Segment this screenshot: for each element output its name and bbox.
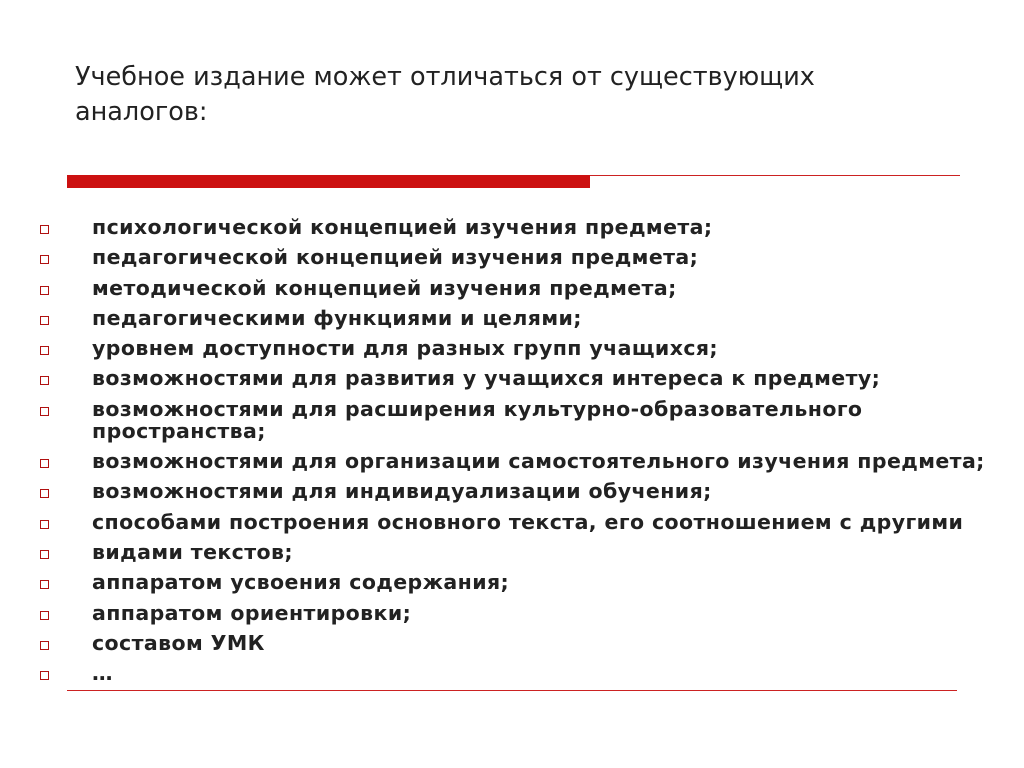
list-item-text: аппаратом ориентировки; <box>92 600 412 625</box>
list-item <box>40 632 1000 654</box>
list-item <box>40 367 1000 389</box>
square-bullet-icon <box>40 550 49 559</box>
square-bullet-icon <box>40 225 49 234</box>
list-item-text: педагогической концепцией изучения предмета; <box>92 245 699 270</box>
list-item <box>40 541 1000 563</box>
square-bullet-icon <box>40 520 49 529</box>
list-item-text: уровнем доступности для разных групп учащихся; <box>92 336 719 361</box>
slide-title-line-1: Учебное издание может отличаться от существующих <box>75 62 815 92</box>
list-item-text: способами построения основного текста, его соотношением с другими <box>92 509 964 534</box>
list-item <box>40 246 1000 268</box>
square-bullet-icon <box>40 489 49 498</box>
square-bullet-icon <box>40 641 49 650</box>
list-item <box>40 662 1000 684</box>
square-bullet-icon <box>40 611 49 620</box>
square-bullet-icon <box>40 255 49 264</box>
list-item <box>40 277 1000 299</box>
list-item-text: аппаратом усвоения содержания; <box>92 570 510 595</box>
list-item-text: … <box>92 661 113 686</box>
square-bullet-icon <box>40 286 49 295</box>
slide-title <box>75 60 955 130</box>
list-item <box>40 216 1000 238</box>
square-bullet-icon <box>40 346 49 355</box>
list-item-text: возможностями для расширения культурно-образовательного пространства; <box>92 396 863 443</box>
list-item-text: возможностями для развития у учащихся интереса к предмету; <box>92 366 881 391</box>
list-item <box>40 480 1000 502</box>
accent-line-bottom <box>67 690 957 691</box>
list-item-text: методической концепцией изучения предмета; <box>92 275 677 300</box>
list-item-text: возможностями для организации самостоятельного изучения предмета; <box>92 449 985 474</box>
square-bullet-icon <box>40 407 49 416</box>
list-item-text: возможностями для индивидуализации обучения; <box>92 479 712 504</box>
list-item-text: психологической концепцией изучения предмета; <box>92 215 713 239</box>
list-item <box>40 450 1000 472</box>
square-bullet-icon <box>40 459 49 468</box>
list-item <box>40 307 1000 329</box>
list-item <box>40 571 1000 593</box>
list-item <box>40 602 1000 624</box>
accent-line-top <box>590 175 960 176</box>
bullet-list <box>40 216 1000 692</box>
list-item <box>40 337 1000 359</box>
accent-bar-thick <box>67 175 590 188</box>
list-item-text: составом УМК <box>92 630 265 655</box>
slide-title-line-2: аналогов: <box>75 97 208 127</box>
list-item-text: педагогическими функциями и целями; <box>92 305 582 330</box>
square-bullet-icon <box>40 671 49 680</box>
square-bullet-icon <box>40 580 49 589</box>
list-item <box>40 511 1000 533</box>
list-item-text: видами текстов; <box>92 539 293 564</box>
square-bullet-icon <box>40 316 49 325</box>
list-item <box>40 398 1000 442</box>
square-bullet-icon <box>40 376 49 385</box>
